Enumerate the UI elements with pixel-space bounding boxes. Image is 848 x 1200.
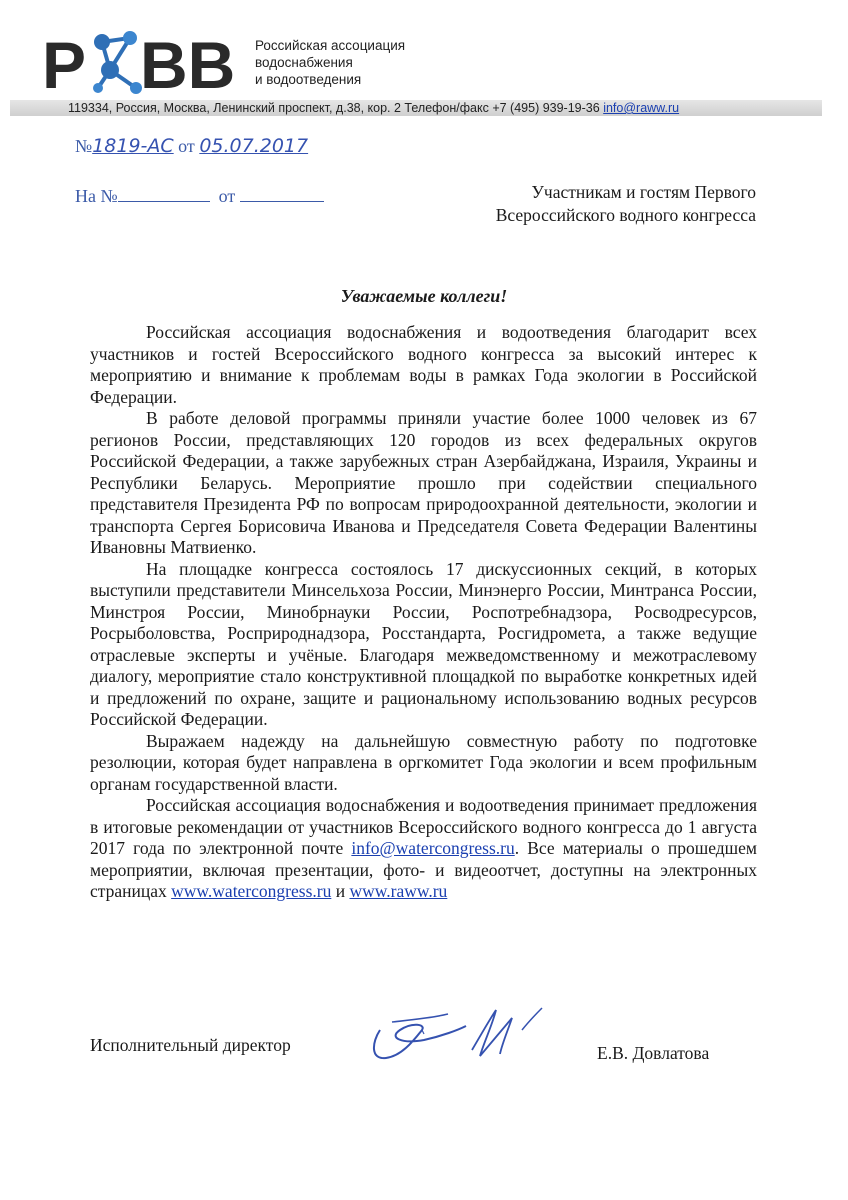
reference-number-blank xyxy=(118,185,210,202)
reference-number-label: На № xyxy=(75,186,118,206)
organization-name xyxy=(255,37,405,88)
raww-website-link[interactable]: www.raww.ru xyxy=(349,881,448,901)
signer-name: Е.В. Довлатова xyxy=(597,1043,710,1063)
date-label: от xyxy=(178,136,195,156)
letterhead-address xyxy=(68,100,679,116)
addressee-line: Участникам и гостям Первого xyxy=(531,182,756,202)
letter-body xyxy=(90,322,757,903)
reference-line xyxy=(75,185,324,207)
org-name-line: и водоотведения xyxy=(255,72,362,87)
paragraph: Выражаем надежду на дальнейшую совместную работу по подготовке резолюции, которая будет направлена в оргкомитет Года экологии и всем профильным органам государственной власти. xyxy=(90,730,757,794)
signer-position: Исполнительный директор xyxy=(90,1035,291,1055)
svg-text:ВВ: ВВ xyxy=(140,28,236,98)
paragraph-text: и xyxy=(331,881,350,901)
paragraph: В работе деловой программы приняли участие более 1000 человек из 67 регионов России, представляющих 120 городов из всех федеральных округов Российской Федерации, а также зарубежных стран Азербайджана, Израиля, Украины и Республики Беларусь. Мероприятие прошло при содействии специального представителя Президента РФ по вопросам природоохранной деятельности, экологии и транспорта Сергея Борисовича Иванова и Председателя Совета Федерации Валентины Ивановны Матвиенко. xyxy=(90,408,757,557)
org-name-line: водоснабжения xyxy=(255,55,353,70)
congress-email-link[interactable]: info@watercongress.ru xyxy=(351,838,515,858)
number-prefix: № xyxy=(75,136,93,156)
org-name-line: Российская ассоциация xyxy=(255,38,406,53)
paragraph: Российская ассоциация водоснабжения и водоотведения благодарит всех участников и гостей Всероссийского водного конгресса за высокий интерес к мероприятию и внимание к проблемам воды в рамках Года экологии в Российской Федерации. xyxy=(90,322,757,407)
addressee-line: Всероссийского водного конгресса xyxy=(495,205,756,225)
paragraph xyxy=(90,795,757,903)
reference-date-label: от xyxy=(218,186,236,206)
congress-website-link[interactable]: www.watercongress.ru xyxy=(171,881,332,901)
addressee xyxy=(496,181,756,227)
paragraph: На площадке конгресса состоялось 17 дискуссионных секций, в которых выступили представители Минсельхоза России, Минэнерго России, Минтранса России, Минстроя России, Минобрнауки России, Роспотребнадзора, Росводресурсов, Росрыболовства, Росприроднадзора, Росстандарта, Росгидромета, а также ведущие отраслевые эксперты и учёные. Благодаря межведомственному и межотраслевому диалогу, мероприятие стало конструктивной площадкой по выработке конкретных идей и предложений по охране, защите и рациональному использованию водных ресурсов Российской Федерации. xyxy=(90,558,757,729)
email-link[interactable]: info@raww.ru xyxy=(603,101,680,115)
paragraph-text: Российская ассоциация водоснабжения и водоотведения принимает предложения в итоговые рекомендации от участников Всероссийского водного конгресса до 1 августа 2017 года по электронной почте xyxy=(90,795,757,858)
svg-text:Р: Р xyxy=(42,28,87,98)
raww-logo xyxy=(40,26,250,98)
paragraph-text: . Все материалы о прошедшем мероприятии, включая презентации, фото- и видеоотчет, доступны на электронных страницах xyxy=(90,838,757,901)
address-text: 119334, Россия, Москва, Ленинский проспект, д.38, кор. 2 Телефон/факс +7 (495) 939-19-36 xyxy=(68,101,600,115)
outgoing-number xyxy=(75,135,308,157)
salutation: Уважаемые коллеги! xyxy=(340,286,508,306)
handwritten-signature xyxy=(362,1000,562,1070)
handwritten-date: 05.07.2017 xyxy=(199,135,309,157)
reference-date-blank xyxy=(240,185,324,202)
handwritten-number: 1819-АС xyxy=(92,135,174,157)
